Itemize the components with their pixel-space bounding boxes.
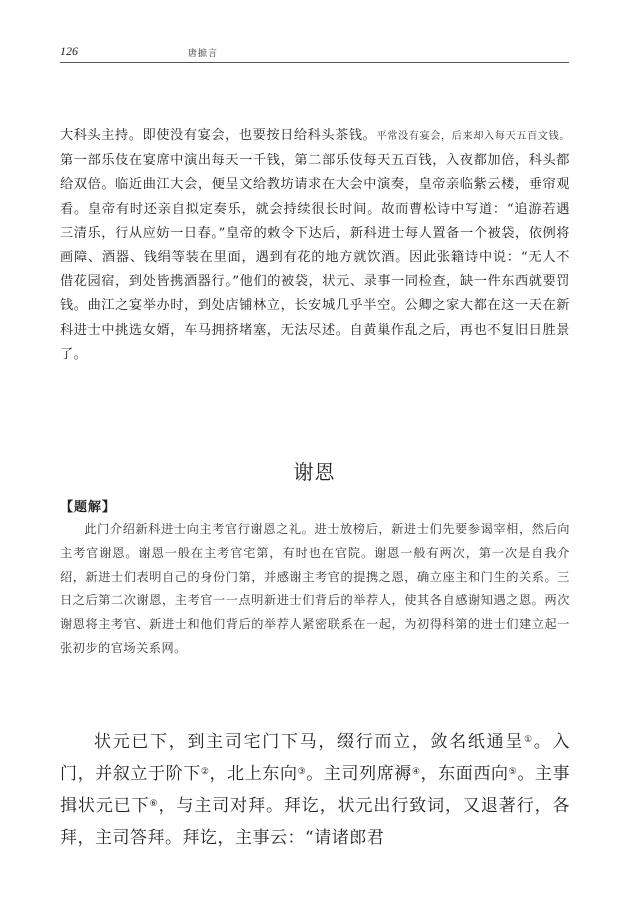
source-text-segment: 。入门，并叙立于阶下 [60,732,570,784]
source-text-segment: ，与主司对拜。拜讫，状元出行致词，又退著行，各拜，主司答拜。拜讫，主事云：“请诸郎君 [60,796,571,848]
source-text-segment: 。主事揖状元已下 [60,764,571,816]
source-text-segment: ，东面西向 [420,764,509,784]
continuation-text-start: 大科头主持。即使没有宴会，也要按日给科头茶钱。 [60,128,377,143]
source-text-paragraph [60,726,570,854]
section-title: 谢恩 [293,460,336,484]
footnote-marker[interactable]: ① [524,735,534,745]
running-header [60,44,569,63]
footnote-marker[interactable]: ④ [411,767,421,777]
running-title: 唐摭言 [188,49,219,59]
continuation-text-rest: 第一部乐伎在宴席中演出每天一千钱，第二部乐伎每天五百钱，入夜都加倍，科头都给双倍。临近曲江大会，便呈文给教坊请求在大会中演奏，皇帝亲临紫云楼，垂帘观看。皇帝有时还亲自拟定奏乐，就会持续很长时间。故而曹松诗中写道：“追游若遇三清乐，行从应妨一日春。”皇帝的敕令下达后，新科进士每人置备一个被袋，依例将画障、酒器、钱绢等装在里面，遇到有花的地方就饮酒。因此张籍诗中说：“无人不借花园宿，到处皆携酒器行。”他们的被袋，状元、录事一同检查，缺一件东西就要罚钱。曲江之宴举办时，到处店铺林立，长安城几乎半空。公卿之家大都在这一天在新科进士中挑选女婿，车马拥挤堵塞，无法尽述。自黄巢作乱之后，再也不复旧日胜景了。 [60,153,570,362]
footnote-marker[interactable]: ③ [297,767,307,777]
intro-paragraph: 此门介绍新科进士向主考官行谢恩之礼。进士放榜后，新进士们先要参谒宰相，然后向主考官谢恩。谢恩一般在主考官宅第，有时也在官院。谢恩一般有两次，第一次是自我介绍，新进士们表明自己的身份门第，并感谢主考官的提携之恩，确立座主和门生的关系。三日之后第二次谢恩，主考官一一点明新进士们背后的举荐人，使其各自感谢知遇之恩。两次谢恩将主考官、新进士和他们背后的举荐人紧密联系在一起，为初得科第的进士们建立起一张初步的官场关系网。 [60,522,570,655]
source-text-segment: 状元已下，到主司宅门下马，缀行而立，敛名纸通呈 [94,732,525,752]
intro-label: 【题解】 [60,500,117,515]
footnote-marker[interactable]: ⑥ [149,799,159,809]
footnote-marker[interactable]: ⑤ [508,767,518,777]
page-number: 126 [60,44,78,58]
footnote-marker[interactable]: ② [200,767,210,777]
continuation-paragraph [60,124,570,367]
source-text-segment: ，北上东向 [209,764,298,784]
inline-note: 平常没有宴会，后来却入每天五百文钱。 [376,131,571,142]
source-text-segment: 。主司列席褥 [306,764,412,784]
